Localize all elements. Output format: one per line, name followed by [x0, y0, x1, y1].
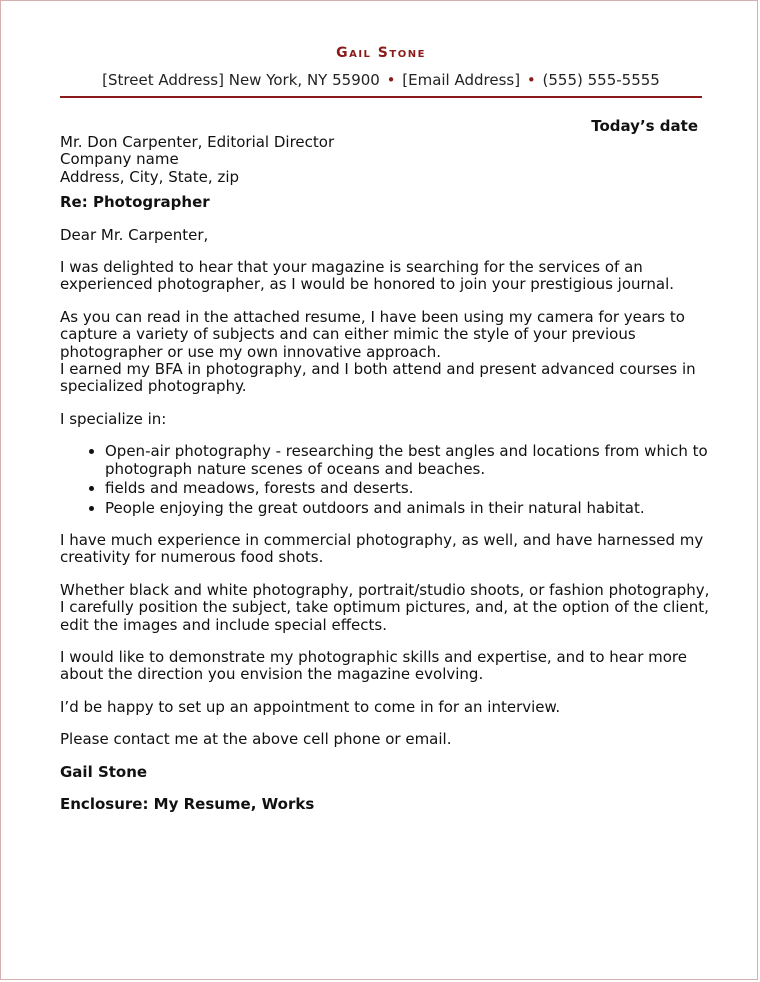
sender-phone: (555) 555-5555	[542, 71, 660, 89]
list-item: • fields and meadows, forests and deserts.	[105, 480, 710, 497]
sender-email: [Email Address]	[402, 71, 521, 89]
body-paragraph: I’d be happy to set up an appointment to come in for an interview.	[60, 697, 561, 716]
letter-date: Today’s date	[591, 117, 698, 135]
separator-bullet: •	[386, 71, 396, 89]
body-paragraph: As you can read in the attached resume, I have been using my camera for years to capture a variety of subjects and can either mimic the style of your previous photographer or use my own innovative approach.	[60, 307, 685, 361]
recipient-name: Mr. Don Carpenter, Editorial Director	[60, 133, 335, 151]
sender-name: Gail Stone	[336, 45, 426, 61]
salutation: Dear Mr. Carpenter,	[60, 225, 209, 244]
body-paragraph: I would like to demonstrate my photographic skills and expertise, and to hear more about the direction you envision the magazine evolving.	[60, 647, 687, 684]
list-item: • People enjoying the great outdoors and animals in their natural habitat.	[105, 500, 710, 517]
body-paragraph: I specialize in:	[60, 409, 167, 428]
enclosure-line: Enclosure: My Resume, Works	[60, 794, 315, 813]
list-item: • Open-air photography - researching the best angles and locations from which to photograph nature scenes of oceans and beaches.	[105, 443, 710, 478]
recipient-company: Company name	[60, 150, 179, 169]
letter-body	[60, 134, 710, 813]
header-divider	[60, 96, 702, 98]
signature-name: Gail Stone	[60, 762, 148, 781]
body-paragraph: I was delighted to hear that your magazine is searching for the services of an experienced photographer, as I would be honored to join your prestigious journal.	[60, 258, 675, 294]
body-paragraph: Please contact me at the above cell phone or email.	[60, 730, 452, 749]
specialties-list	[60, 443, 710, 517]
body-paragraph: I have much experience in commercial photography, as well, and have harnessed my creativity for numerous food shots.	[60, 530, 704, 567]
separator-bullet: •	[526, 71, 536, 89]
body-paragraph: Whether black and white photography, portrait/studio shoots, or fashion photography, I carefully position the subject, take optimum pictures, and, at the option of the client, edit the images and include special effects.	[60, 580, 710, 634]
sender-contact-line	[1, 71, 760, 89]
subject-line: Re: Photographer	[60, 193, 210, 212]
recipient-block	[60, 134, 710, 186]
recipient-address: Address, City, State, zip	[60, 167, 240, 186]
sender-address: [Street Address] New York, NY 55900	[102, 71, 380, 89]
body-paragraph: I earned my BFA in photography, and I both attend and present advanced courses in specialized photography.	[60, 360, 696, 396]
